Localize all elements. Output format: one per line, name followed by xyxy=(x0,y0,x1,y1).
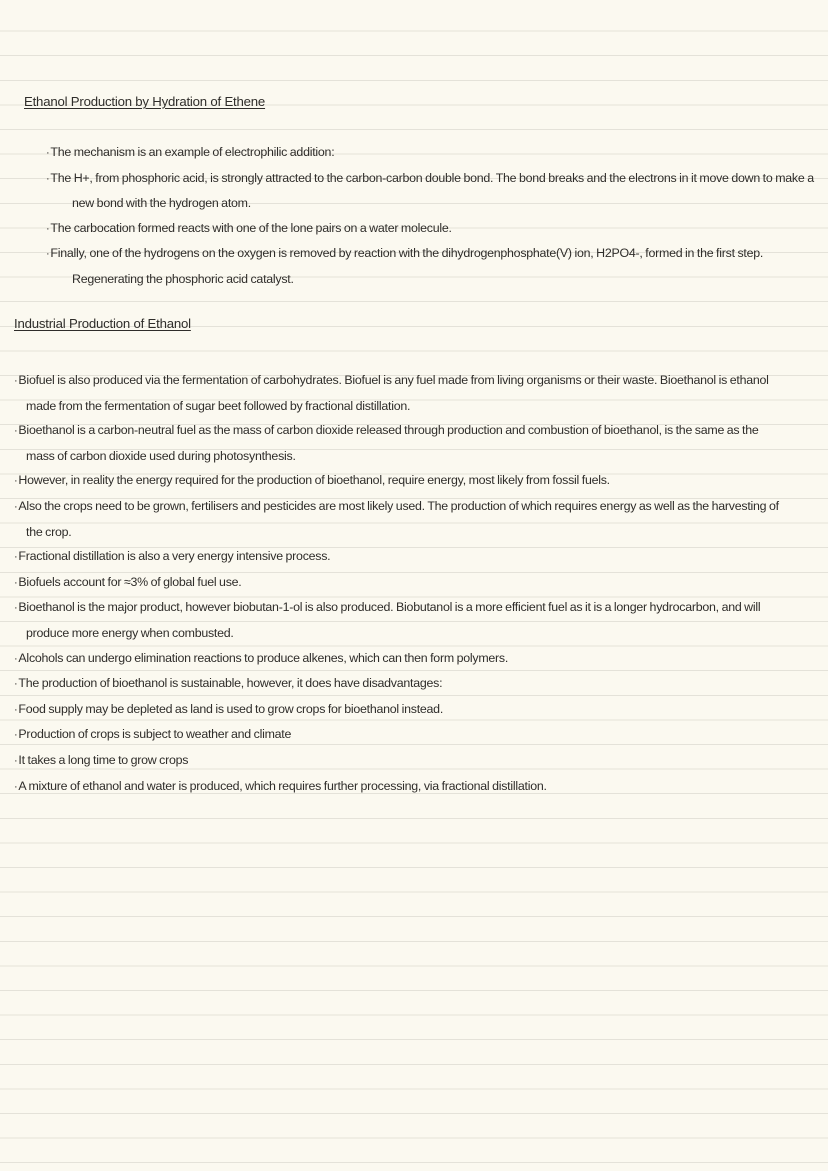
section-title-industrial: Industrial Production of Ethanol xyxy=(14,316,191,331)
list-item: ·Bioethanol is the major product, however biobutan-1-ol is also produced. Biobutanol is a more efficient fuel as it is a longer hydrocarbon, and will produce more energy when combusted. xyxy=(14,600,761,640)
bullet-icon: · xyxy=(46,248,50,261)
list-item: ·Fractional distillation is also a very energy intensive process. xyxy=(14,549,331,564)
bullet-icon: · xyxy=(14,425,18,438)
list-item: ·The production of bioethanol is sustainable, however, it does have disadvantages: xyxy=(14,676,443,691)
list-item: ·Biofuels account for ≈3% of global fuel use. xyxy=(14,574,242,589)
list-item: ·Biofuel is also produced via the fermentation of carbohydrates. Biofuel is any fuel made from living organisms or their waste. Bioethanol is ethanol made from the fermentation of sugar beet followed by fractional distillation. xyxy=(14,373,769,413)
bullet-icon: · xyxy=(14,500,18,513)
list-item: ·Bioethanol is a carbon-neutral fuel as the mass of carbon dioxide released through production and combustion of bioethanol, is the same as the mass of carbon dioxide used during photosynthesis. xyxy=(14,423,759,463)
bullet-icon: · xyxy=(46,147,50,159)
industrial-bullet-list xyxy=(14,368,786,799)
bullet-icon: · xyxy=(14,602,18,615)
list-item: ·However, in reality the energy required for the production of bioethanol, require energy, most likely from fossil fuels. xyxy=(14,473,610,488)
bullet-icon: · xyxy=(14,475,18,488)
list-item: ·It takes a long time to grow crops xyxy=(14,752,189,767)
list-item: ·Production of crops is subject to weather and climate xyxy=(14,727,292,742)
bullet-icon: · xyxy=(14,729,18,742)
bullet-icon: · xyxy=(14,551,18,564)
list-item: ·Finally, one of the hydrogens on the oxygen is removed by reaction with the dihydrogenphosphate(V) ion, H2PO4-, formed in the first step. Regenerating the phosphoric acid catalyst. xyxy=(46,246,764,286)
bullet-icon: · xyxy=(46,172,50,185)
list-item: ·A mixture of ethanol and water is produced, which requires further processing, via fractional distillation. xyxy=(14,778,547,793)
bullet-icon: · xyxy=(14,652,18,665)
hydration-bullet-list xyxy=(46,140,816,292)
bullet-icon: · xyxy=(14,780,18,793)
section-title-hydration: Ethanol Production by Hydration of Ethene xyxy=(24,94,266,109)
bullet-icon: · xyxy=(14,678,18,691)
bullet-icon: · xyxy=(46,222,50,235)
list-item: ·The H+, from phosphoric acid, is strongly attracted to the carbon-carbon double bond. The bond breaks and the electrons in it move down to make a new bond with the hydrogen atom. xyxy=(46,170,814,211)
bullet-icon: · xyxy=(14,703,18,716)
list-item: ·Food supply may be depleted as land is used to grow crops for bioethanol instead. xyxy=(14,701,444,716)
bullet-icon: · xyxy=(14,375,18,387)
list-item: ·The mechanism is an example of electrophilic addition: xyxy=(46,145,335,159)
list-item: ·The carbocation formed reacts with one of the lone pairs on a water molecule. xyxy=(46,220,452,235)
bullet-icon: · xyxy=(14,576,18,589)
list-item: ·Alcohols can undergo elimination reactions to produce alkenes, which can then form polymers. xyxy=(14,650,509,665)
bullet-icon: · xyxy=(14,754,18,767)
list-item: ·Also the crops need to be grown, fertilisers and pesticides are most likely used. The production of which requires energy as well as the harvesting of the crop. xyxy=(14,498,779,539)
